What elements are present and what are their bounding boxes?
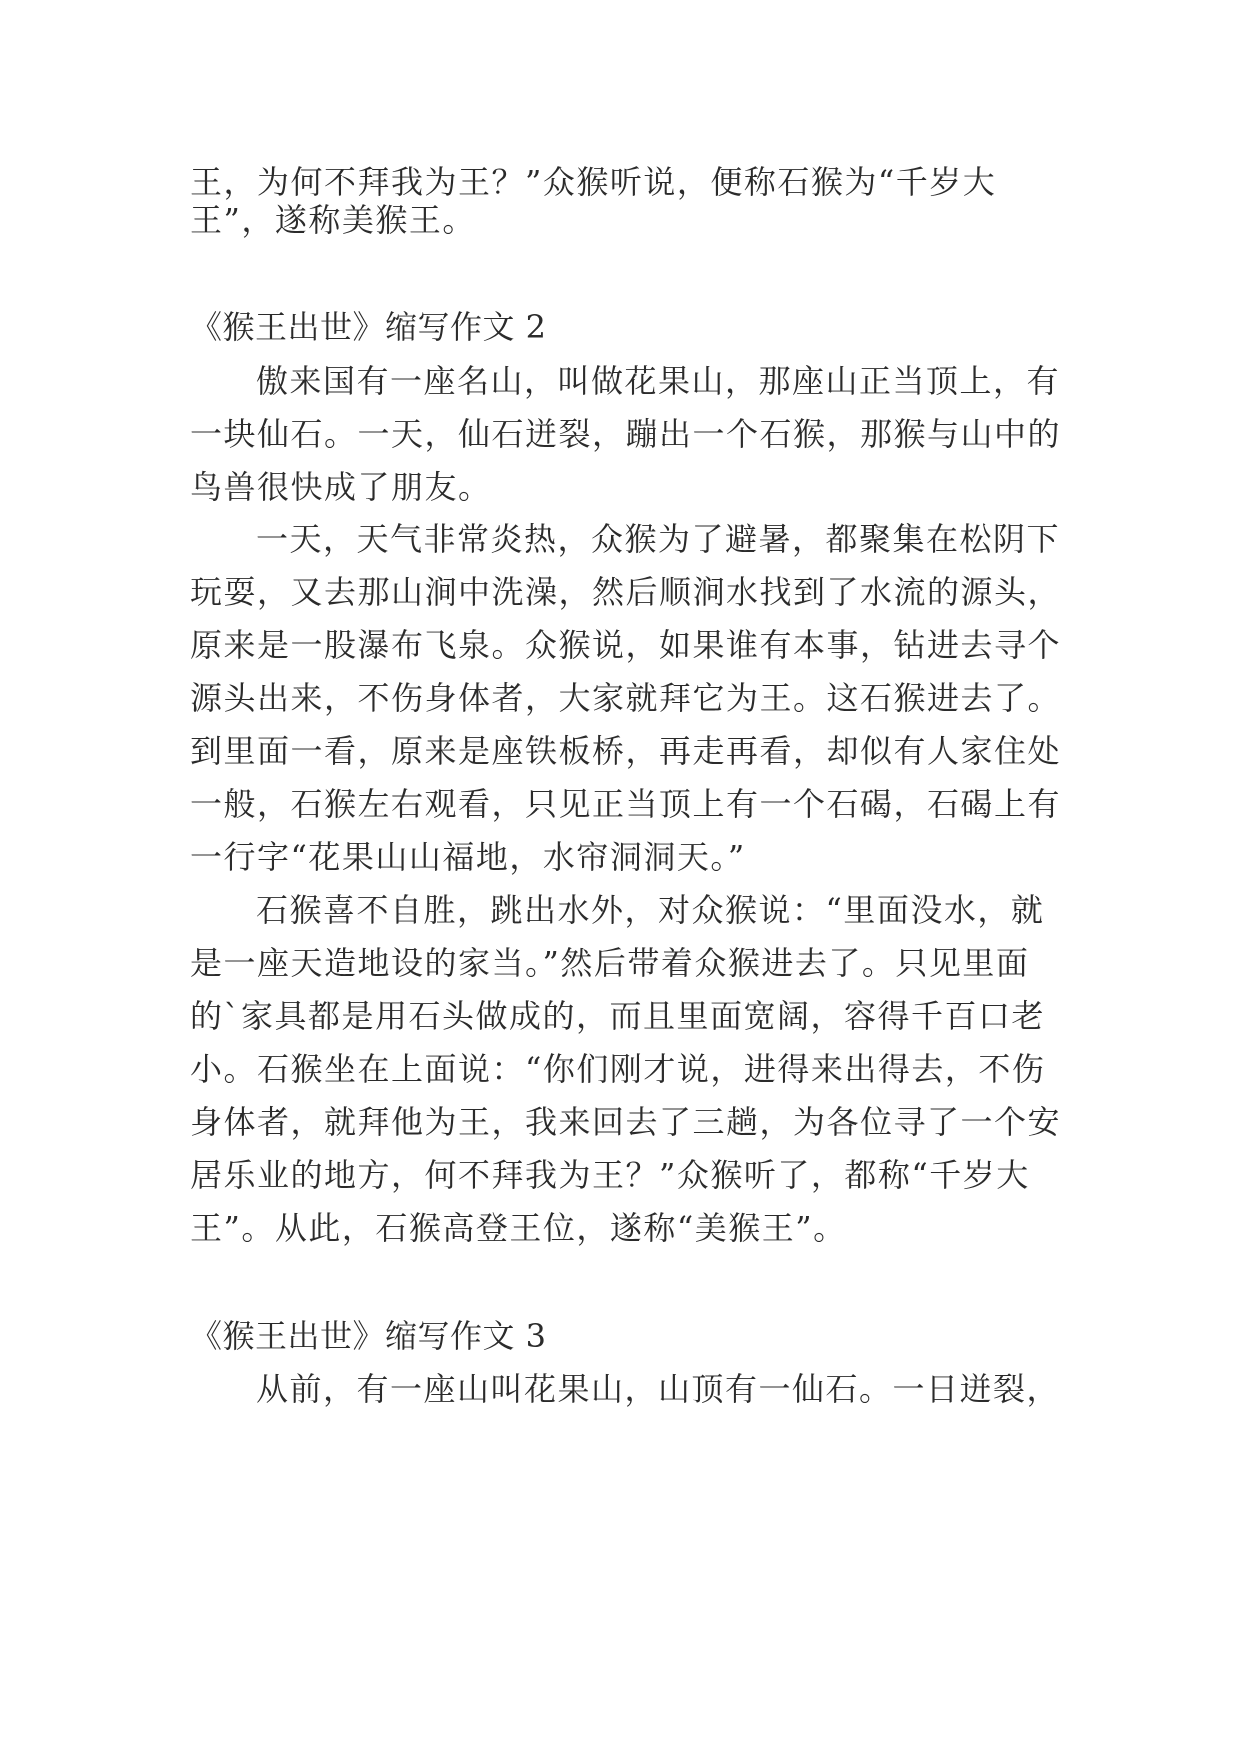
- text-line: 居乐业的地方，何不拜我为王？”众猴听了，都称“千岁大: [190, 1156, 1030, 1194]
- text-line: 石猴喜不自胜，跳出水外，对众猴说：“里面没水，就: [256, 891, 1045, 929]
- text-line: 从前，有一座山叫花果山，山顶有一仙石。一日迸裂，: [256, 1370, 1061, 1408]
- text-line: 傲来国有一座名山，叫做花果山，那座山正当顶上，有: [256, 362, 1061, 400]
- text-line: 是一座天造地设的家当。”然后带着众猴进去了。只见里面: [190, 944, 1030, 982]
- text-line: 王，为何不拜我为王？”众猴听说，便称石猴为“千岁大: [190, 163, 997, 201]
- text-line: 一行字“花果山山福地，水帘洞洞天。”: [190, 838, 746, 876]
- section-heading: 《猴王出世》缩写作文 3: [190, 1317, 547, 1355]
- text-line: 源头出来，不伤身体者，大家就拜它为王。这石猴进去了。: [190, 679, 1062, 717]
- text-line: 鸟兽很快成了朋友。: [190, 468, 492, 506]
- section-heading: 《猴王出世》缩写作文 2: [190, 308, 547, 346]
- text-line: 一般，石猴左右观看，只见正当顶上有一个石碣，石碣上有: [190, 785, 1062, 823]
- text-line: 小。石猴坐在上面说：“你们刚才说，进得来出得去，不伤: [190, 1050, 1046, 1088]
- text-line: 到里面一看，原来是座铁板桥，再走再看，却似有人家住处: [190, 732, 1062, 770]
- text-line: 一块仙石。一天，仙石迸裂，蹦出一个石猴，那猴与山中的: [190, 415, 1062, 453]
- text-line: 一天，天气非常炎热，众猴为了避暑，都聚集在松阴下: [256, 520, 1061, 558]
- text-line: 王”。从此，石猴高登王位，遂称“美猴王”。: [190, 1209, 847, 1247]
- text-line: 原来是一股瀑布飞泉。众猴说，如果谁有本事，钻进去寻个: [190, 626, 1062, 664]
- text-line: 王”，遂称美猴王。: [190, 201, 476, 239]
- text-line: 玩耍，又去那山涧中洗澡，然后顺涧水找到了水流的源头，: [190, 573, 1062, 611]
- text-line: 的`家具都是用石头做成的，而且里面宽阔，容得千百口老: [190, 997, 1046, 1035]
- text-line: 身体者，就拜他为王，我来回去了三趟，为各位寻了一个安: [190, 1103, 1062, 1141]
